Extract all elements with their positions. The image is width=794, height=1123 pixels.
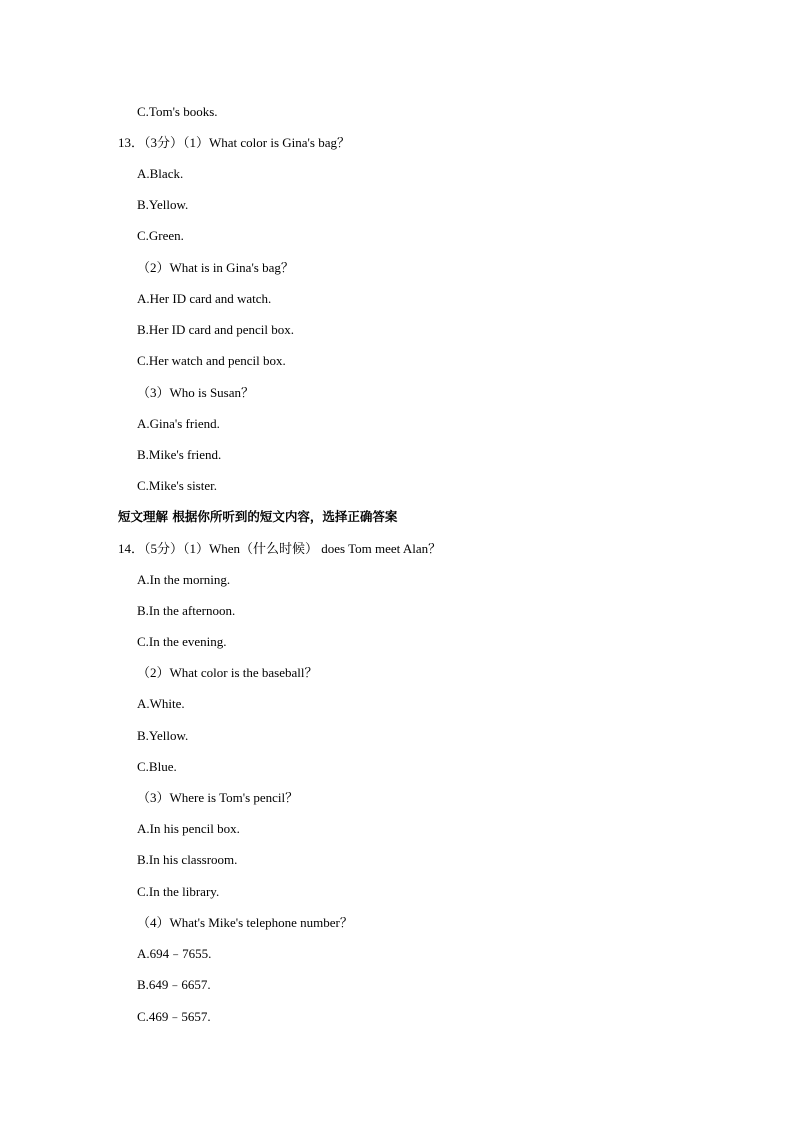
question-14: 14．（5分）（1）When（什么时候） does Tom meet Alan？ (118, 541, 442, 556)
option-c: C.In the library. (137, 884, 220, 899)
option-c: C.Tom's books. (137, 104, 218, 119)
option-b: B.Yellow. (137, 197, 189, 212)
option-c: C.Her watch and pencil box. (137, 353, 286, 368)
sub-question: （3）Where is Tom's pencil？ (137, 790, 299, 805)
sub-question: （2）What color is the baseball？ (137, 665, 318, 680)
question-13: 13．（3分）（1）What color is Gina's bag？ (118, 135, 350, 150)
option-c: C.In the evening. (137, 634, 227, 649)
option-b: B.In the afternoon. (137, 603, 236, 618)
option-a: A.In his pencil box. (137, 821, 240, 836)
option-a: A.Her ID card and watch. (137, 291, 272, 306)
section-heading: 短文理解 根据你所听到的短文内容，选择正确答案 (118, 509, 398, 524)
sub-question: （2）What is in Gina's bag？ (137, 260, 294, 275)
option-b: B.Yellow. (137, 728, 189, 743)
sub-question: （4）What's Mike's telephone number？ (137, 915, 353, 930)
option-a: A.694﹣7655. (137, 946, 212, 961)
option-a: A.Gina's friend. (137, 416, 220, 431)
option-c: C.469﹣5657. (137, 1009, 211, 1024)
option-b: B.Mike's friend. (137, 447, 222, 462)
option-a: A.In the morning. (137, 572, 231, 587)
option-c: C.Blue. (137, 759, 177, 774)
sub-question: （3）Who is Susan？ (137, 385, 255, 400)
option-a: A.White. (137, 696, 185, 711)
option-b: B.In his classroom. (137, 852, 238, 867)
option-c: C.Green. (137, 228, 184, 243)
option-b: B.649﹣6657. (137, 977, 211, 992)
option-a: A.Black. (137, 166, 184, 181)
option-b: B.Her ID card and pencil box. (137, 322, 295, 337)
option-c: C.Mike's sister. (137, 478, 217, 493)
